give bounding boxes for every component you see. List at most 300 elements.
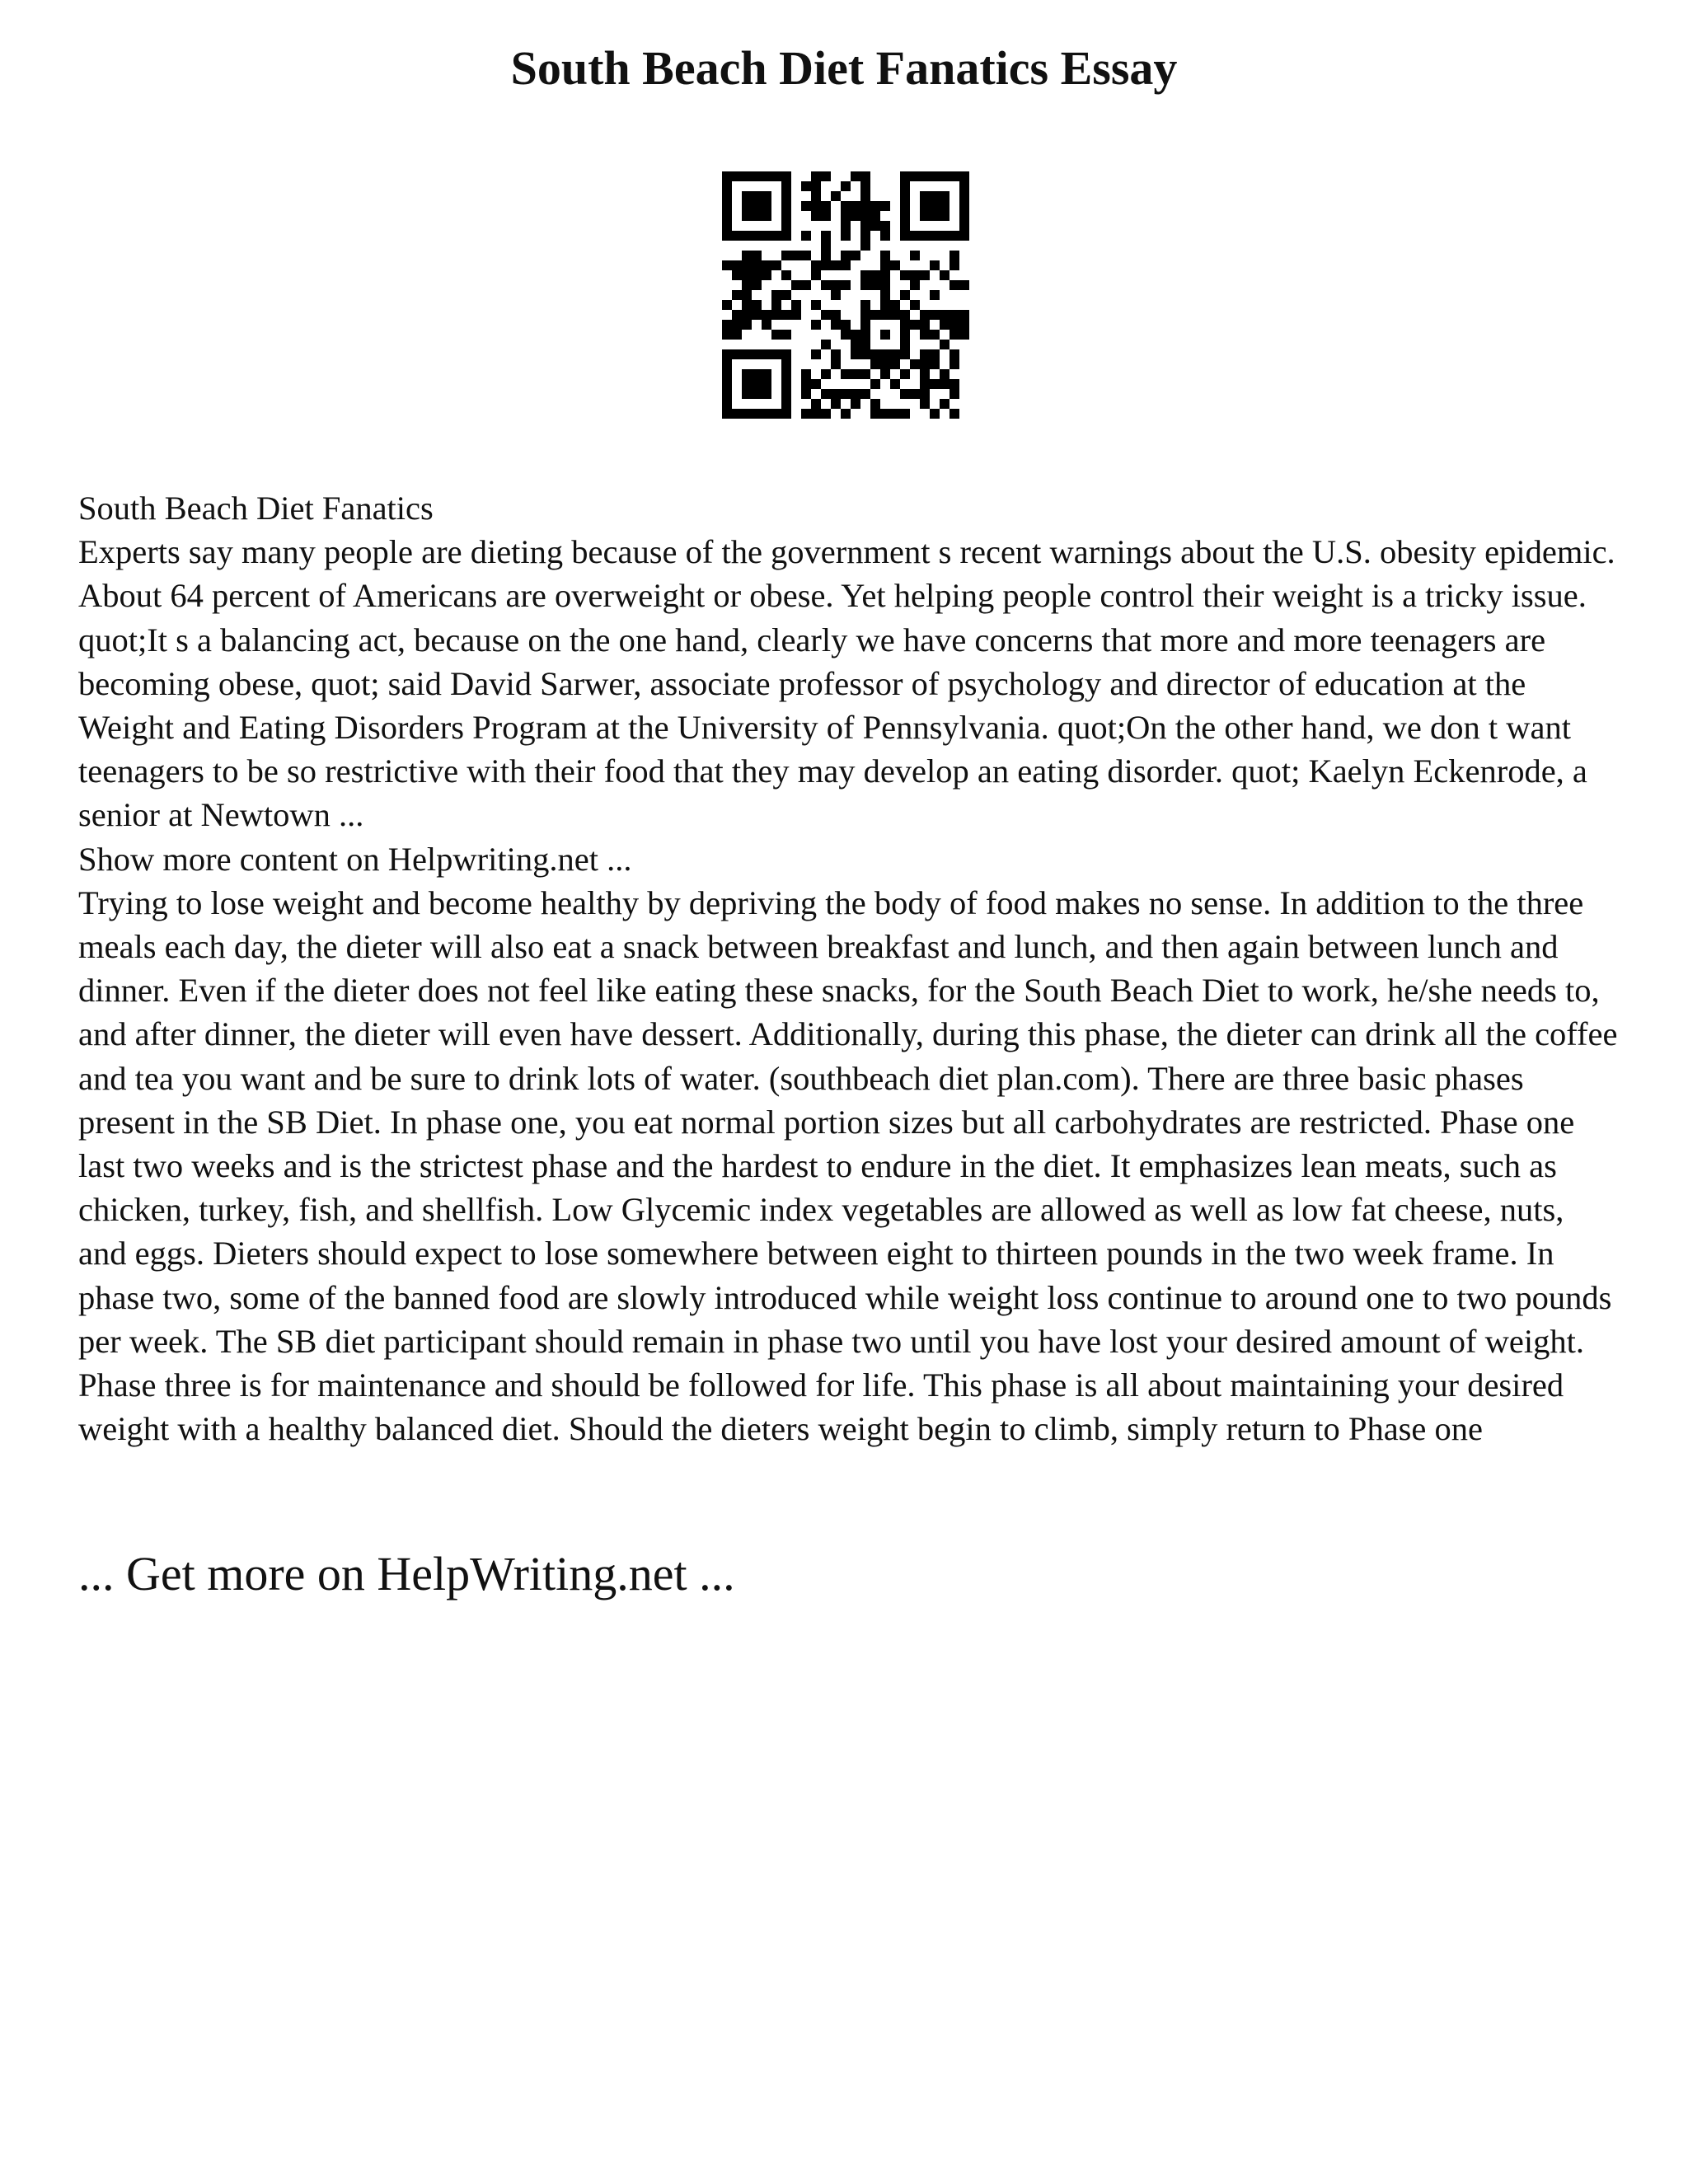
qr-module (821, 310, 831, 320)
qr-module (900, 201, 910, 211)
qr-module (920, 359, 930, 369)
qr-module (841, 251, 851, 260)
qr-module (940, 340, 950, 349)
qr-module (762, 260, 771, 270)
qr-module (860, 241, 870, 251)
qr-module (762, 201, 771, 211)
qr-module (752, 251, 762, 260)
qr-module (801, 409, 811, 419)
qr-module (752, 409, 762, 419)
qr-module (742, 280, 752, 290)
qr-module (762, 231, 771, 241)
qr-module (722, 409, 732, 419)
qr-module (801, 389, 811, 399)
qr-module (880, 231, 890, 241)
qr-module (841, 231, 851, 241)
qr-module (950, 330, 959, 340)
qr-module (870, 280, 880, 290)
qr-module (930, 379, 940, 389)
qr-module (851, 251, 860, 260)
qr-module (742, 251, 752, 260)
qr-module (722, 231, 732, 241)
qr-module (801, 231, 811, 241)
qr-module (752, 191, 762, 201)
qr-module (821, 280, 831, 290)
qr-module (742, 409, 752, 419)
qr-module (821, 409, 831, 419)
qr-module (910, 320, 920, 330)
qr-module (860, 201, 870, 211)
qr-module (762, 379, 771, 389)
qr-module (930, 330, 940, 340)
qr-module (821, 231, 831, 241)
qr-module (959, 231, 969, 241)
qr-module (910, 280, 920, 290)
qr-module (752, 171, 762, 181)
qr-module (722, 349, 732, 359)
qr-module (762, 349, 771, 359)
qr-module (860, 369, 870, 379)
qr-module (762, 310, 771, 320)
qr-module (851, 201, 860, 211)
qr-module (722, 211, 732, 221)
qr-module (851, 389, 860, 399)
qr-module (811, 349, 821, 359)
qr-module (880, 409, 890, 419)
qr-code-icon (722, 171, 969, 419)
qr-module (851, 399, 860, 409)
qr-module (732, 231, 742, 241)
qr-module (742, 310, 752, 320)
qr-module (950, 349, 959, 359)
qr-module (950, 389, 959, 399)
qr-module (920, 211, 930, 221)
qr-module (920, 379, 930, 389)
qr-module (920, 369, 930, 379)
qr-module (781, 290, 791, 300)
get-more-link[interactable]: ... Get more on HelpWriting.net ... (78, 1547, 735, 1601)
qr-module (860, 181, 870, 191)
qr-module (880, 359, 890, 369)
qr-module (851, 330, 860, 340)
qr-module (890, 379, 900, 389)
qr-module (900, 191, 910, 201)
qr-module (900, 211, 910, 221)
qr-module (742, 320, 752, 330)
qr-module (950, 310, 959, 320)
qr-module (870, 221, 880, 231)
essay-content (78, 486, 1620, 1451)
qr-module (860, 340, 870, 349)
qr-module (781, 171, 791, 181)
qr-module (791, 280, 801, 290)
qr-module (781, 191, 791, 201)
qr-module (831, 310, 841, 320)
qr-module (722, 320, 732, 330)
qr-module (950, 320, 959, 330)
qr-module (959, 171, 969, 181)
qr-module (732, 409, 742, 419)
qr-module (732, 290, 742, 300)
qr-module (950, 251, 959, 260)
qr-module (959, 181, 969, 191)
qr-module (831, 191, 841, 201)
qr-module (959, 330, 969, 340)
qr-module (920, 330, 930, 340)
qr-module (781, 221, 791, 231)
qr-module (831, 260, 841, 270)
qr-module (762, 369, 771, 379)
qr-module (950, 260, 959, 270)
qr-module (771, 409, 781, 419)
qr-module (920, 310, 930, 320)
qr-module (910, 251, 920, 260)
qr-module (940, 310, 950, 320)
qr-module (771, 231, 781, 241)
qr-module (752, 349, 762, 359)
qr-module (920, 201, 930, 211)
qr-module (890, 310, 900, 320)
qr-module (870, 201, 880, 211)
qr-module (930, 349, 940, 359)
qr-module (910, 231, 920, 241)
qr-module (940, 399, 950, 409)
qr-module (959, 201, 969, 211)
qr-module (732, 320, 742, 330)
qr-module (722, 369, 732, 379)
qr-module (781, 211, 791, 221)
qr-module (851, 349, 860, 359)
qr-module (742, 191, 752, 201)
qr-code-graphic (722, 171, 969, 419)
qr-module (900, 270, 910, 280)
qr-module (791, 300, 801, 310)
qr-module (762, 409, 771, 419)
qr-module (950, 409, 959, 419)
qr-module (930, 260, 940, 270)
qr-module (742, 231, 752, 241)
document-title: South Beach Diet Fanatics Essay (510, 41, 1178, 95)
qr-module (821, 211, 831, 221)
qr-module (841, 211, 851, 221)
qr-module (801, 181, 811, 191)
qr-module (771, 290, 781, 300)
qr-module (781, 231, 791, 241)
qr-module (890, 349, 900, 359)
qr-module (771, 300, 781, 310)
qr-module (900, 340, 910, 349)
qr-module (959, 221, 969, 231)
qr-module (811, 181, 821, 191)
qr-module (841, 221, 851, 231)
qr-module (781, 201, 791, 211)
qr-module (722, 359, 732, 369)
qr-module (959, 211, 969, 221)
qr-module (880, 290, 890, 300)
qr-module (841, 320, 851, 330)
qr-module (752, 389, 762, 399)
qr-module (900, 310, 910, 320)
qr-module (870, 409, 880, 419)
qr-module (732, 310, 742, 320)
qr-module (920, 191, 930, 201)
qr-module (801, 251, 811, 260)
qr-module (900, 409, 910, 419)
qr-module (752, 211, 762, 221)
qr-module (752, 310, 762, 320)
qr-module (940, 270, 950, 280)
qr-module (821, 340, 831, 349)
qr-module (742, 290, 752, 300)
qr-module (801, 369, 811, 379)
qr-module (752, 260, 762, 270)
qr-module (860, 191, 870, 201)
qr-module (742, 270, 752, 280)
qr-module (722, 260, 732, 270)
qr-module (732, 260, 742, 270)
qr-module (860, 211, 870, 221)
qr-module (831, 389, 841, 399)
qr-module (959, 280, 969, 290)
qr-module (722, 181, 732, 191)
qr-module (851, 211, 860, 221)
qr-module (900, 221, 910, 231)
qr-module (870, 211, 880, 221)
qr-module (890, 359, 900, 369)
qr-module (841, 280, 851, 290)
qr-module (900, 320, 910, 330)
essay-body: Trying to lose weight and become healthy by depriving the body of food makes no sense. In addition to the three meals each day, the dieter will also eat a snack between breakfast and lunch, and then again between lunch and dinner. Even if the dieter does not feel like eating these snacks, for the South Beach Diet to work, he/she needs to, and after dinner, the dieter will even have dessert. Additionally, during this phase, the dieter can drink all the coffee and tea you want and be sure to drink lots of water. (southbeach diet plan.com). There are three basic phases present in the SB Diet. In phase one, you eat normal portion sizes but all carbohydrates are restricted. Phase one last two weeks and is the strictest phase and the hardest to endure in the diet. It emphasizes lean meats, such as chicken, turkey, fish, and shellfish. Low Glycemic index vegetables are allowed as well as low fat cheese, nuts, and eggs. Dieters should expect to lose somewhere between eight to thirteen pounds in the two week frame. In phase two, some of the banned food are slowly introduced while weight loss continue to around one to two pounds per week. The SB diet participant should remain in phase two until you have lost your desired amount of weight. Phase three is for maintenance and should be followed for life. This phase is all about maintaining your desired weight with a healthy balanced diet. Should the dieters weight begin to climb, simply return to Phase one (78, 883, 1618, 1448)
qr-module (959, 191, 969, 201)
qr-module (781, 399, 791, 409)
qr-module (910, 359, 920, 369)
qr-module (910, 300, 920, 310)
qr-module (771, 260, 781, 270)
qr-module (742, 171, 752, 181)
qr-module (811, 379, 821, 389)
qr-module (920, 399, 930, 409)
qr-module (722, 221, 732, 231)
qr-module (880, 349, 890, 359)
qr-module (742, 389, 752, 399)
qr-module (831, 320, 841, 330)
qr-module (940, 211, 950, 221)
qr-module (880, 330, 890, 340)
qr-module (860, 171, 870, 181)
qr-module (880, 201, 890, 211)
qr-module (732, 349, 742, 359)
qr-module (900, 290, 910, 300)
qr-module (831, 349, 841, 359)
qr-module (959, 310, 969, 320)
qr-module (781, 349, 791, 359)
qr-module (900, 389, 910, 399)
qr-module (930, 231, 940, 241)
qr-module (880, 300, 890, 310)
qr-module (752, 379, 762, 389)
qr-module (771, 171, 781, 181)
qr-module (930, 409, 940, 419)
qr-module (841, 369, 851, 379)
qr-module (900, 231, 910, 241)
qr-module (851, 171, 860, 181)
qr-module (841, 409, 851, 419)
qr-module (950, 280, 959, 290)
qr-module (900, 369, 910, 379)
essay-excerpt: Experts say many people are dieting because of the government s recent warnings about the U.S. obesity epidemic. About 64 percent of Americans are overweight or obese. Yet helping people control their weight is a tricky issue. quot;It s a balancing act, because on the one hand, clearly we have concerns that more and more teenagers are becoming obese, quot; said David Sarwer, associate professor of psychology and director of education at the Weight and Eating Disorders Program at the University of Pennsylvania. quot;On the other hand, we don t want teenagers to be so restrictive with their food that they may develop an eating disorder. quot; Kaelyn Eckenrode, a senior at Newtown ... (78, 533, 1615, 834)
qr-module (801, 201, 811, 211)
qr-module (752, 369, 762, 379)
qr-module (860, 300, 870, 310)
qr-module (781, 389, 791, 399)
qr-module (811, 270, 821, 280)
qr-module (851, 369, 860, 379)
qr-module (890, 260, 900, 270)
qr-module (880, 251, 890, 260)
qr-module (920, 231, 930, 241)
qr-module (930, 359, 940, 369)
qr-module (801, 379, 811, 389)
qr-module (900, 171, 910, 181)
qr-module (742, 211, 752, 221)
qr-module (950, 359, 959, 369)
qr-module (900, 330, 910, 340)
qr-module (851, 340, 860, 349)
qr-module (742, 300, 752, 310)
qr-module (841, 260, 851, 270)
qr-module (870, 270, 880, 280)
qr-module (890, 300, 900, 310)
qr-module (781, 359, 791, 369)
qr-module (860, 221, 870, 231)
qr-module (880, 270, 890, 280)
qr-module (821, 241, 831, 251)
qr-module (821, 251, 831, 260)
qr-module (722, 389, 732, 399)
qr-module (870, 310, 880, 320)
qr-module (752, 270, 762, 280)
qr-module (860, 330, 870, 340)
qr-module (722, 171, 732, 181)
qr-module (771, 310, 781, 320)
qr-module (762, 270, 771, 280)
qr-module (940, 231, 950, 241)
qr-module (781, 251, 791, 260)
qr-module (811, 399, 821, 409)
qr-module (732, 171, 742, 181)
qr-module (870, 399, 880, 409)
qr-module (811, 171, 821, 181)
qr-module (742, 260, 752, 270)
qr-module (880, 369, 890, 379)
qr-module (831, 290, 841, 300)
qr-module (781, 409, 791, 419)
qr-module (900, 181, 910, 191)
qr-module (801, 280, 811, 290)
qr-module (762, 211, 771, 221)
qr-module (811, 300, 821, 310)
qr-module (722, 201, 732, 211)
qr-module (930, 310, 940, 320)
qr-module (900, 349, 910, 359)
qr-module (821, 201, 831, 211)
qr-module (860, 280, 870, 290)
qr-module (930, 201, 940, 211)
qr-module (920, 320, 930, 330)
qr-module (841, 330, 851, 340)
qr-module (950, 379, 959, 389)
qr-module (781, 270, 791, 280)
qr-module (732, 330, 742, 340)
qr-module (860, 231, 870, 241)
qr-module (860, 310, 870, 320)
qr-module (880, 310, 890, 320)
qr-module (860, 270, 870, 280)
qr-module (910, 389, 920, 399)
qr-module (880, 260, 890, 270)
qr-module (959, 320, 969, 330)
qr-module (722, 379, 732, 389)
qr-module (722, 300, 732, 310)
qr-module (920, 171, 930, 181)
qr-module (762, 191, 771, 201)
qr-module (722, 399, 732, 409)
qr-module (831, 399, 841, 409)
qr-module (930, 191, 940, 201)
qr-module (880, 221, 890, 231)
essay-heading: South Beach Diet Fanatics (78, 490, 434, 527)
qr-module (811, 191, 821, 201)
qr-module (910, 171, 920, 181)
qr-module (930, 171, 940, 181)
qr-module (811, 260, 821, 270)
qr-module (940, 320, 950, 330)
qr-module (940, 191, 950, 201)
qr-module (771, 330, 781, 340)
qr-module (752, 231, 762, 241)
qr-module (870, 359, 880, 369)
qr-module (762, 389, 771, 399)
qr-module (821, 171, 831, 181)
qr-module (762, 171, 771, 181)
qr-module (880, 280, 890, 290)
qr-module (920, 349, 930, 359)
qr-module (742, 369, 752, 379)
qr-module (781, 330, 791, 340)
show-more-link[interactable]: Show more content on Helpwriting.net ... (78, 840, 632, 878)
qr-module (930, 290, 940, 300)
qr-module (870, 349, 880, 359)
qr-module (732, 270, 742, 280)
qr-module (831, 280, 841, 290)
qr-module (920, 270, 930, 280)
qr-module (940, 379, 950, 389)
qr-module (752, 201, 762, 211)
qr-module (771, 349, 781, 359)
qr-module (781, 379, 791, 389)
qr-module (930, 211, 940, 221)
qr-module (811, 320, 821, 330)
qr-module (791, 310, 801, 320)
qr-module (841, 389, 851, 399)
qr-module (752, 300, 762, 310)
qr-module (841, 181, 851, 191)
qr-module (762, 320, 771, 330)
qr-module (742, 201, 752, 211)
qr-module (870, 379, 880, 389)
qr-module (742, 349, 752, 359)
qr-module (722, 191, 732, 201)
